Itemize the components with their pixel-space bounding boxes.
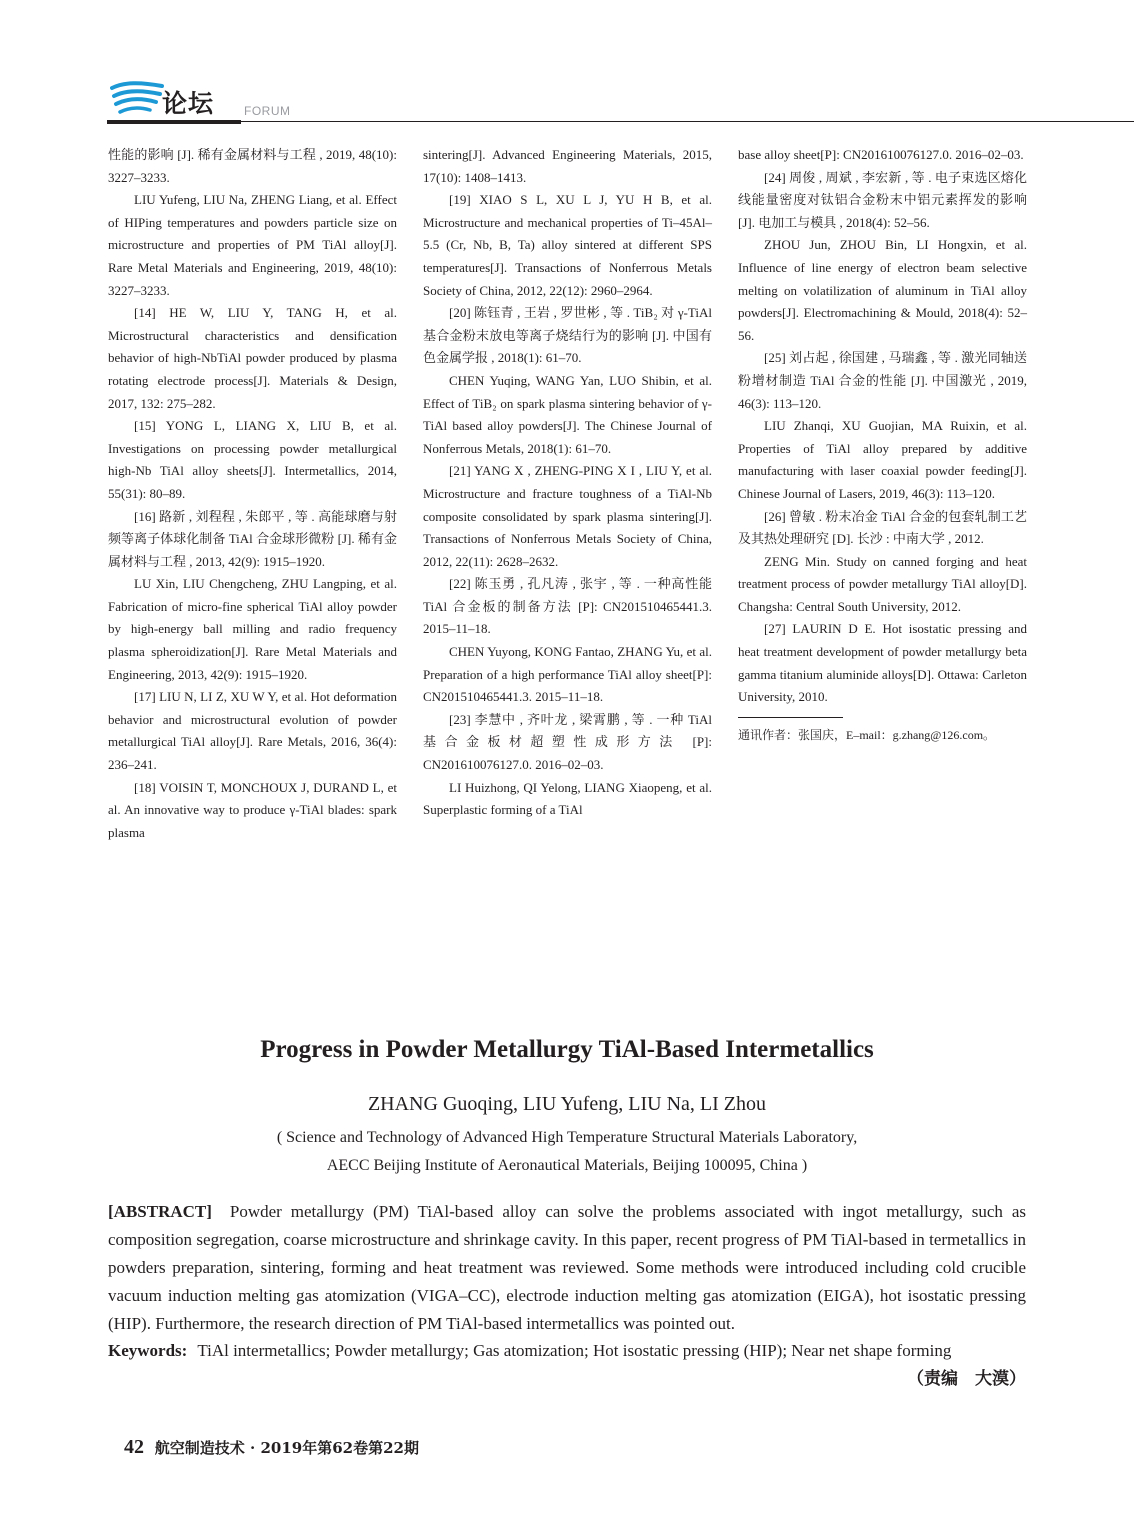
references-column-2 [423, 144, 712, 822]
abstract-label: [ABSTRACT] [108, 1202, 212, 1221]
reference-entry: [18] VOISIN T, MONCHOUX J, DURAND L, et al. An innovative way to produce γ-TiAl blades: spark plasma [108, 779, 397, 840]
reference-entry: sintering[J]. Advanced Engineering Materials, 2015, 17(10): 1408–1413. [423, 147, 712, 185]
page-header [0, 0, 1134, 130]
footnote-rule [738, 717, 843, 718]
reference-entry: LIU Yufeng, LIU Na, ZHENG Liang, et al. Effect of HIPing temperatures and powders particle size on microstructure and properties of PM TiAl alloy[J]. Rare Metal Materials and Engineering, 2019, 48(10): 3227–3233. [108, 192, 397, 298]
forum-logo-waves-icon [110, 80, 164, 116]
references-column-1 [108, 144, 397, 844]
reference-entry: [15] YONG L, LIANG X, LIU B, et al. Investigations on processing powder metallurgical high-Nb TiAl alloy sheets[J]. Intermetallics, 2014, 55(31): 80–89. [108, 418, 397, 501]
corresponding-author-footnote: 通讯作者：张国庆，E–mail：g.zhang@126.com。 [738, 727, 996, 742]
article-title: Progress in Powder Metallurgy TiAl-Based Intermetallics [260, 1036, 874, 1063]
reference-entry: [25] 刘占起 , 徐国建 , 马瑞鑫 , 等 . 激光同轴送粉增材制造 TiAl 合金的性能 [J]. 中国激光 , 2019, 46(3): 113–120. [738, 350, 1027, 411]
reference-entry: [26] 曾敏 . 粉末冶金 TiAl 合金的包套轧制工艺及其热处理研究 [D]. 长沙 : 中南大学 , 2012. [738, 508, 1027, 547]
section-title-en: FORUM [244, 104, 291, 118]
reference-entry: ZENG Min. Study on canned forging and heat treatment process of powder metallurgy TiAl alloy[D]. Changsha: Central South University, 2012. [738, 553, 1027, 614]
reference-entry: [24] 周俊 , 周斌 , 李宏新 , 等 . 电子束选区熔化线能量密度对钛铝合金粉末中铝元素挥发的影响 [J]. 电加工与模具 , 2018(4): 52–56. [738, 169, 1027, 230]
journal-name: 航空制造技术 · 2019年第62卷第22期 [154, 1439, 419, 1457]
header-bar [107, 120, 241, 124]
keywords [108, 1337, 1026, 1365]
affiliation-line-2: AECC Beijing Institute of Aeronautical Materials, Beijing 100095, China ) [326, 1157, 808, 1174]
editor-note: （责编 大漠） [907, 1369, 1026, 1389]
reference-entry: LIU Zhanqi, XU Guojian, MA Ruixin, et al. Properties of TiAl alloy prepared by additive manufacturing with laser coaxial powder feeding[J]. Chinese Journal of Lasers, 2019, 46(3): 113–120. [738, 418, 1027, 501]
header-rule [241, 121, 1134, 122]
reference-entry: LI Huizhong, QI Yelong, LIANG Xiaopeng, et al. Superplastic forming of a TiAl [423, 779, 712, 818]
reference-entry: [17] LIU N, LI Z, XU W Y, et al. Hot deformation behavior and microstructural evolution of powder metallurgical TiAl alloy[J]. Rare Metals, 2016, 36(4): 236–241. [108, 689, 397, 773]
keywords-text: TiAl intermetallics; Powder metallurgy; Gas atomization; Hot isostatic pressing (HIP); Near net shape forming [197, 1341, 952, 1360]
reference-entry: [14] HE W, LIU Y, TANG H, et al. Microstructural characteristics and densification behavior of high-NbTiAl powder produced by plasma rotating electrode process[J]. Materials & Design, 2017, 132: 275–282. [108, 305, 397, 411]
reference-entry: CHEN Yuqing, WANG Yan, LUO Shibin, et al. Effect of TiB₂ on spark plasma sintering behavior of γ-TiAl based alloy powders[J]. The Chinese Journal of Nonferrous Metals, 2018(1): 61–70. [423, 372, 712, 456]
section-title-cn: 论坛 [162, 89, 215, 118]
reference-entry: [22] 陈玉勇 , 孔凡涛 , 张宇 , 等 . 一种高性能 TiAl 合金板的制备方法 [P]: CN201510465441.3. 2015–11–18. [423, 576, 712, 637]
reference-entry: [27] LAURIN D E. Hot isostatic pressing and heat treatment development of powder metallurgy beta gamma titanium aluminide alloys[D]. Ottawa: Carleton University, 2010. [738, 621, 1027, 705]
keywords-label: Keywords: [108, 1341, 188, 1360]
reference-entry: [19] XIAO S L, XU L J, YU H B, et al. Microstructure and mechanical properties of Ti–45Al–5.5 (Cr, Nb, B, Ta) alloy sintered at different SPS temperatures[J]. Transactions of Nonferrous Metals Society of China, 2012, 22(12): 2960–2964. [423, 192, 712, 298]
affiliation-line-1: ( Science and Technology of Advanced High Temperature Structural Materials Laboratory, [276, 1129, 858, 1146]
reference-entry: ZHOU Jun, ZHOU Bin, LI Hongxin, et al. Influence of line energy of electron beam selective melting on volatilization of aluminum in TiAl alloy powders[J]. Electromachining & Mould, 2018(4): 52–56. [738, 237, 1027, 343]
references-column-3 [738, 144, 1027, 744]
reference-entry: base alloy sheet[P]: CN201610076127.0. 2016–02–03. [738, 147, 1024, 162]
reference-entry: LU Xin, LIU Chengcheng, ZHU Langping, et al. Fabrication of micro-fine spherical TiAl alloy powder by high-energy ball milling and radio frequency plasma spheroidization[J]. Rare Metal Materials and Engineering, 2013, 42(9): 1915–1920. [108, 576, 397, 682]
page-number: 42 [124, 1436, 144, 1458]
article-authors: ZHANG Guoqing, LIU Yufeng, LIU Na, LI Zhou [367, 1093, 767, 1115]
abstract [108, 1198, 1026, 1338]
article-affiliation [0, 1124, 1134, 1180]
reference-entry: [23] 李慧中 , 齐叶龙 , 梁霄鹏 , 等 . 一种 TiAl 基合金板材超塑性成形方法 [P]: CN201610076127.0. 2016–02–03. [423, 711, 712, 773]
reference-entry: [21] YANG X , ZHENG-PING X I , LIU Y, et al. Microstructure and fracture toughness of a TiAl-Nb composite consolidated by spark plasma sintering[J]. Transactions of Nonferrous Metals Society of China, 2012, 22(11): 2628–2632. [423, 463, 712, 569]
reference-entry: CHEN Yuyong, KONG Fantao, ZHANG Yu, et al. Preparation of a high performance TiAl alloy sheet[P]: CN201510465441.3. 2015–11–18. [423, 644, 712, 705]
reference-entry: [16] 路新 , 刘程程 , 朱郎平 , 等 . 高能球磨与射频等离子体球化制备 TiAl 合金球形微粉 [J]. 稀有金属材料与工程 , 2013, 42(9): 1915–1920. [108, 508, 397, 569]
reference-entry: [20] 陈钰青 , 王岩 , 罗世彬 , 等 . TiB₂ 对 γ-TiAl 基合金粉末放电等离子烧结行为的影响 [J]. 中国有色金属学报 , 2018(1): 61–70. [423, 305, 712, 366]
reference-entry: 性能的影响 [J]. 稀有金属材料与工程 , 2019, 48(10): 3227–3233. [108, 147, 397, 185]
page-footer [124, 1435, 419, 1460]
abstract-text: Powder metallurgy (PM) TiAl-based alloy can solve the problems associated with ingot metallurgy, such as composition segregation, coarse microstructure and shrinkage cavity. In this paper, recent progress of PM TiAl-based in termetallics in powders preparation, sintering, forming and heat treatment was reviewed. Some methods were introduced including cold crucible vacuum induction melting gas atomization (VIGA–CC), electrode induction melting gas atomization (EIGA), hot isostatic pressing (HIP). Furthermore, the research direction of PM TiAl-based intermetallics was pointed out. [108, 1202, 1026, 1333]
